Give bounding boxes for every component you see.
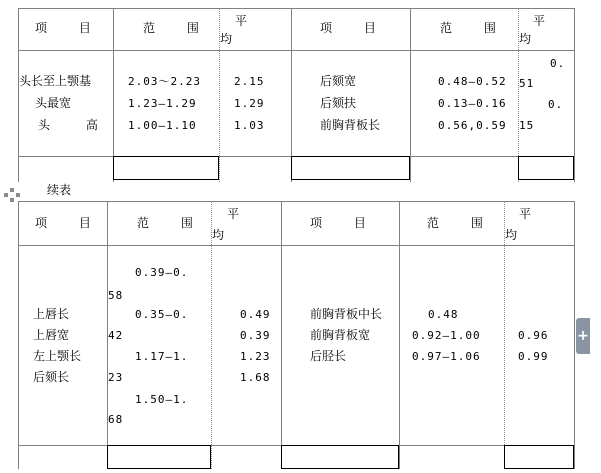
header-range: 范 围 <box>440 21 510 35</box>
row-range: 0.48 <box>428 308 459 321</box>
row-range: 0.13—0.16 <box>438 97 507 110</box>
row-avg: 0.49 <box>240 308 271 321</box>
table-2-empty-cell <box>281 445 399 469</box>
row-range: 1.50—1. <box>135 393 189 406</box>
row-avg: 1.29 <box>234 97 265 110</box>
header-item: 项 目 <box>35 21 105 35</box>
header-avg-2: 均 <box>220 32 233 46</box>
table-1-empty-cell <box>518 156 574 180</box>
row-name: 后颏宽 <box>320 74 357 88</box>
table-2-empty-cell <box>107 445 211 469</box>
plus-icon[interactable]: + <box>576 318 590 354</box>
row-name: 头最宽 <box>35 96 72 110</box>
row-avg: 0.99 <box>518 350 549 363</box>
row-name: 后颏长 <box>33 370 70 384</box>
row-avg: 1.03 <box>234 119 265 132</box>
row-avg: 2.15 <box>234 75 265 88</box>
header-avg-1: 平 <box>533 14 546 28</box>
row-avg: 51 <box>519 77 535 90</box>
row-range: 1.00—1.10 <box>128 119 197 132</box>
table-1-empty-cell <box>291 156 410 180</box>
row-avg: 0.39 <box>240 329 271 342</box>
header-range: 范 围 <box>427 216 497 230</box>
row-range: 0.92—1.00 <box>412 329 481 342</box>
row-name: 前胸背板中长 <box>310 307 383 321</box>
table-2-empty-cell <box>504 445 574 469</box>
row-name: 前胸背板宽 <box>310 328 371 342</box>
row-avg: 1.68 <box>240 371 271 384</box>
header-item: 项 目 <box>320 21 390 35</box>
row-avg: 0.96 <box>518 329 549 342</box>
header-range: 范 围 <box>143 21 213 35</box>
row-avg: 15 <box>519 119 535 132</box>
row-range: 0.97—1.06 <box>412 350 481 363</box>
header-avg-2: 均 <box>505 228 518 242</box>
row-avg: 0. <box>550 57 566 70</box>
row-avg: 0. <box>548 98 564 111</box>
continued-label: 续表 <box>47 183 72 197</box>
row-range: 0.39—0. <box>135 266 189 279</box>
row-name: 后颏扶 <box>320 96 357 110</box>
row-range: 1.17—1. <box>135 350 189 363</box>
row-name: 上唇宽 <box>33 328 70 342</box>
row-name: 头 高 <box>38 118 114 132</box>
row-range: 0.56,0.59 <box>438 119 507 132</box>
header-avg-1: 平 <box>235 14 248 28</box>
row-avg: 1.23 <box>240 350 271 363</box>
row-range: 0.48—0.52 <box>438 75 507 88</box>
header-avg-2: 均 <box>519 32 532 46</box>
row-range: 0.35—0. <box>135 308 189 321</box>
row-range: 2.03～2.23 <box>128 75 201 88</box>
row-name: 上唇长 <box>33 307 70 321</box>
row-range: 42 <box>108 329 124 342</box>
header-range: 范 围 <box>137 216 207 230</box>
header-item: 项 目 <box>35 216 105 230</box>
table-1-empty-cell <box>113 156 219 180</box>
header-avg-1: 平 <box>227 207 240 221</box>
row-range: 58 <box>108 289 124 302</box>
row-range: 23 <box>108 371 124 384</box>
row-range: 68 <box>108 413 124 426</box>
header-avg-2: 均 <box>212 228 225 242</box>
header-item: 项 目 <box>310 216 380 230</box>
row-range: 1.23—1.29 <box>128 97 197 110</box>
move-handle-icon[interactable] <box>4 188 20 202</box>
row-name: 头长至上颚基 <box>19 74 92 88</box>
row-name: 后胫长 <box>310 349 347 363</box>
header-avg-1: 平 <box>519 207 532 221</box>
row-name: 左上颚长 <box>33 349 82 363</box>
row-name: 前胸背板长 <box>320 118 381 132</box>
